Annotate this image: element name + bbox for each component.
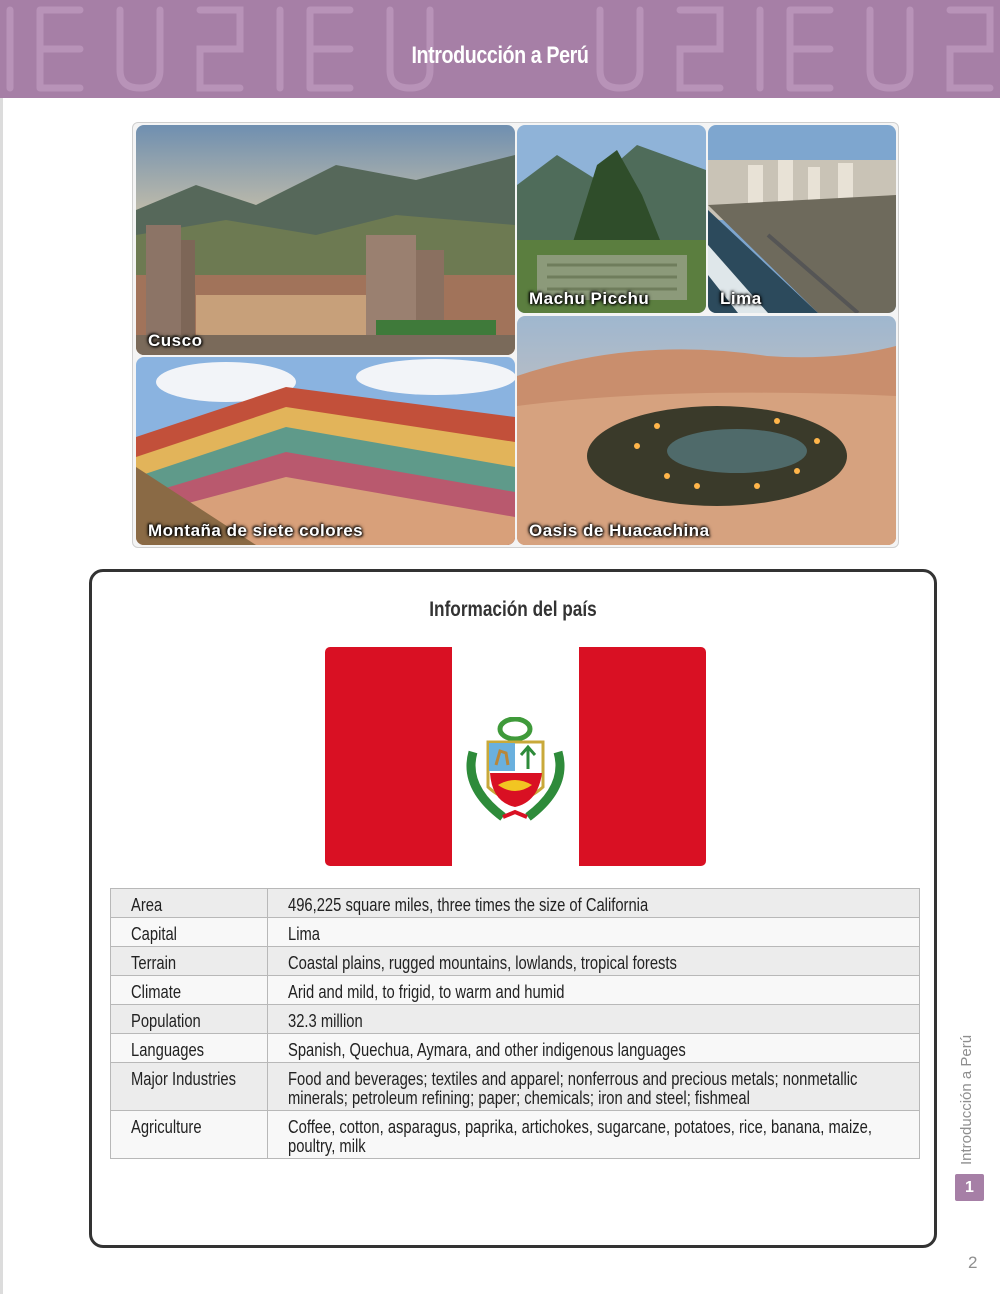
- table-row: [111, 947, 920, 976]
- table-row: [111, 1005, 920, 1034]
- table-row: [111, 976, 920, 1005]
- side-tab-label: Introducción a Perú: [958, 1034, 975, 1165]
- fact-label: [111, 947, 268, 976]
- fact-value: [268, 1005, 920, 1034]
- fact-value: [268, 889, 920, 918]
- fact-value: [268, 976, 920, 1005]
- photo-label: Oasis de Huacachina: [529, 521, 710, 540]
- photo-machu-picchu: [517, 125, 706, 313]
- fact-label-text: Area: [131, 895, 163, 915]
- fact-label: [111, 1063, 268, 1111]
- fact-label-text: Climate: [131, 982, 182, 1002]
- fact-label-text: Terrain: [131, 953, 177, 973]
- photo-label: Machu Picchu: [529, 289, 650, 308]
- fact-label-text: Agriculture: [131, 1117, 202, 1137]
- photo-label: Montaña de siete colores: [148, 521, 364, 540]
- photo-rainbow-mountain: [136, 357, 515, 545]
- table-row: [111, 1111, 920, 1159]
- photo-label: Lima: [720, 289, 762, 308]
- table-row: [111, 1063, 920, 1111]
- fact-value-text: 32.3 million: [288, 1011, 363, 1031]
- coat-of-arms-icon: [458, 717, 573, 827]
- photo-lima: [708, 125, 896, 313]
- fact-value-text: 496,225 square miles, three times the size of California: [288, 895, 649, 915]
- fact-label: [111, 976, 268, 1005]
- fact-label-text: Major Industries: [131, 1069, 237, 1089]
- fact-label: [111, 1034, 268, 1063]
- flag-red-stripe-right: [579, 647, 706, 866]
- fact-label-text: Population: [131, 1011, 201, 1031]
- fact-value-text: Coffee, cotton, asparagus, paprika, artichokes, sugarcane, potatoes, rice, banana, maize, poultry, milk: [288, 1117, 872, 1156]
- fact-label: [111, 889, 268, 918]
- page-number: 2: [968, 1253, 978, 1272]
- peru-flag: [325, 647, 706, 866]
- header-band: [0, 0, 1000, 98]
- fact-label: [111, 1005, 268, 1034]
- left-edge-rule: [0, 98, 3, 1294]
- fact-value: [268, 947, 920, 976]
- country-info-box: [89, 569, 937, 1248]
- photo-collage: [132, 122, 899, 548]
- info-title: Información del país: [429, 598, 597, 621]
- page-header-title: Introducción a Perú: [411, 42, 589, 69]
- fact-value-text: Food and beverages; textiles and apparel; nonferrous and precious metals; nonmetallic minerals; petroleum refining; paper; chemicals; iron and steel; fishmeal: [288, 1069, 858, 1108]
- fact-label-text: Languages: [131, 1040, 205, 1060]
- photo-cusco: [136, 125, 515, 355]
- country-facts-table: [110, 888, 920, 1159]
- fact-label: [111, 1111, 268, 1159]
- fact-value-text: Spanish, Quechua, Aymara, and other indigenous languages: [288, 1040, 686, 1060]
- flag-red-stripe-left: [325, 647, 452, 866]
- fact-label: [111, 918, 268, 947]
- photo-label: Cusco: [148, 331, 203, 350]
- table-row: [111, 918, 920, 947]
- fact-value-text: Coastal plains, rugged mountains, lowlands, tropical forests: [288, 953, 677, 973]
- fact-value: [268, 1063, 920, 1111]
- side-tab-number: 1: [955, 1174, 984, 1201]
- fact-value: [268, 1034, 920, 1063]
- photo-oasis-huacachina: [517, 316, 896, 545]
- fact-value: [268, 918, 920, 947]
- fact-value-text: Lima: [288, 924, 320, 944]
- fact-value-text: Arid and mild, to frigid, to warm and humid: [288, 982, 565, 1002]
- fact-value: [268, 1111, 920, 1159]
- fact-label-text: Capital: [131, 924, 177, 944]
- table-row: [111, 889, 920, 918]
- table-row: [111, 1034, 920, 1063]
